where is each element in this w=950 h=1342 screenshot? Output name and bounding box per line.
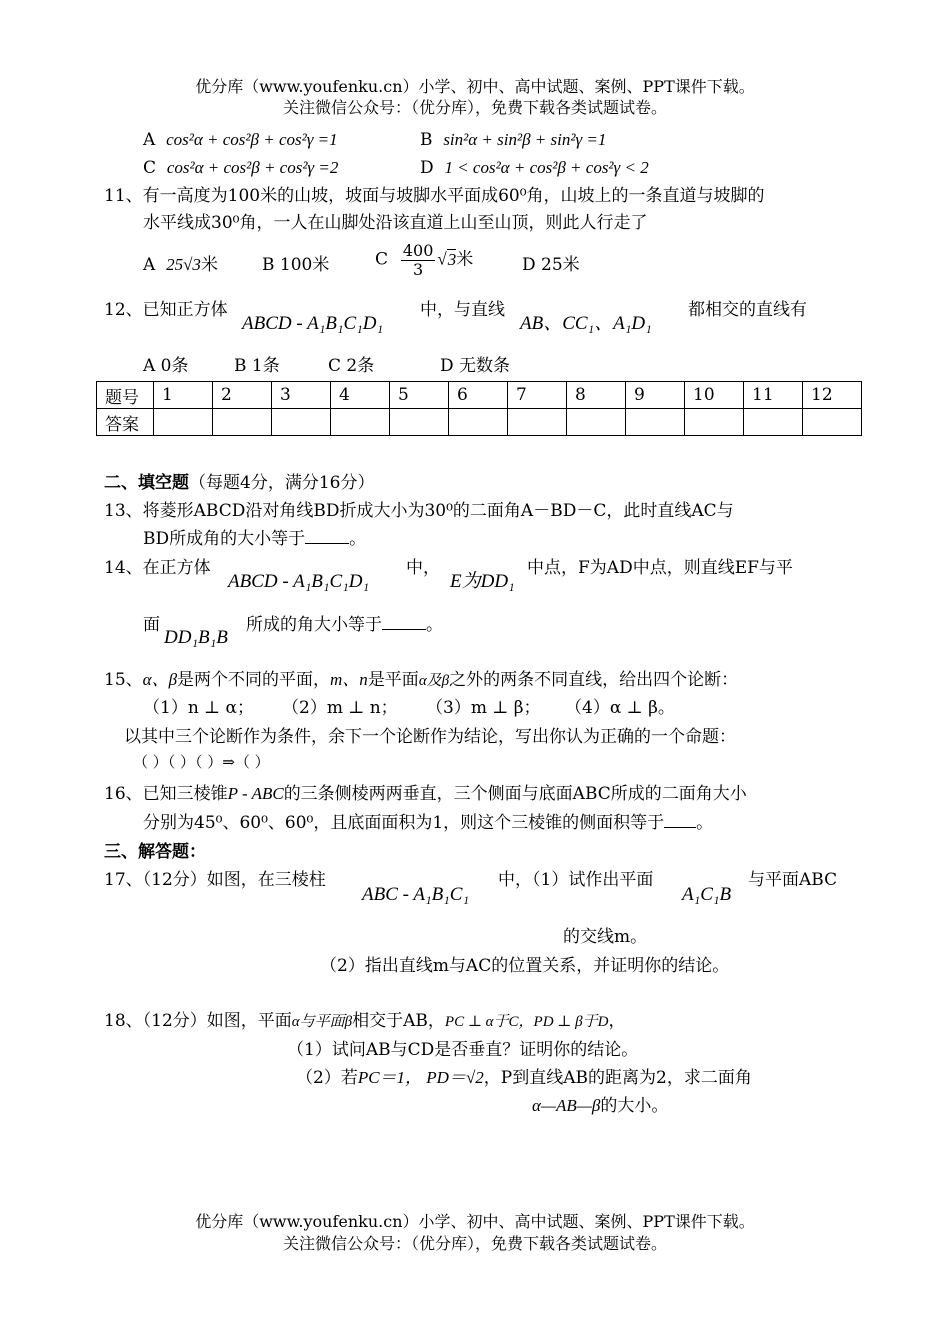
q11-option-b: B 100米	[262, 255, 330, 275]
question-number: 2	[213, 382, 272, 409]
question-number: 6	[449, 382, 508, 409]
answer-cell[interactable]	[272, 409, 331, 436]
header-line-2: 关注微信公众号：（优分库），免费下载各类试题试卷。	[282, 98, 667, 117]
q14-plane: DD₁B₁B	[164, 627, 228, 648]
q17-plane: A₁C₁B	[682, 884, 732, 905]
answer-cell[interactable]	[626, 409, 685, 436]
q15-item-1: （1）n ⊥ α；	[143, 698, 255, 718]
answer-table-header-row	[97, 382, 862, 409]
footer-line-2: 关注微信公众号：（优分库），免费下载各类试题试卷。	[282, 1234, 667, 1253]
answer-cell[interactable]	[567, 409, 626, 436]
q17-line-3: （2）指出直线m与AC的位置关系，并证明你的结论。	[320, 956, 730, 976]
answer-cell[interactable]	[154, 409, 213, 436]
q16-line-2: 分别为45⁰、60⁰、60⁰，且底面面积为1，则这个三棱锥的侧面积等于 。	[143, 813, 714, 833]
footer-line-1: 优分库（www.youfenku.cn）小学、初中、高中试题、案例、PPT课件下载。	[195, 1212, 755, 1231]
q15-item-2: （2）m ⊥ n；	[282, 698, 398, 718]
q13-line-2: BD所成角的大小等于 。	[143, 529, 367, 549]
q14-line2-suffix: 所成的角大小等于 。	[246, 615, 443, 635]
q14-point-e: E为DD₁	[450, 571, 515, 592]
q17-prefix: 17、（12分）如图，在三棱柱	[104, 870, 326, 890]
q17-line-2: 的交线m。	[563, 927, 648, 947]
q12-cube: ABCD - A₁B₁C₁D₁	[242, 313, 384, 334]
q10-option-d: D 1 < cos²α + cos²β + cos²γ < 2	[420, 158, 649, 178]
question-number: 12	[803, 382, 862, 409]
q18-line-2: （1）试问AB与CD是否垂直？证明你的结论。	[287, 1040, 639, 1060]
answer-cell[interactable]	[390, 409, 449, 436]
q11-option-a: A 25√3米	[143, 255, 218, 275]
q12-option-b: B 1条	[234, 356, 280, 376]
q14-prefix: 14、在正方体	[104, 558, 211, 578]
question-number: 11	[744, 382, 803, 409]
q15-line-1: 15、α、β是两个不同的平面，m、n是平面α及β之外的两条不同直线，给出四个论断：	[104, 670, 739, 690]
answer-cell[interactable]	[213, 409, 272, 436]
q15-item-3: （3）m ⊥ β；	[426, 698, 541, 718]
question-number: 10	[685, 382, 744, 409]
header-line-1: 优分库（www.youfenku.cn）小学、初中、高中试题、案例、PPT课件下载。	[195, 77, 755, 96]
q11-line-2: 水平线成30⁰角，一人在山脚处沿该直道上山至山顶，则此人行走了	[143, 213, 648, 233]
answer-cell[interactable]	[331, 409, 390, 436]
answer-table-answer-row	[97, 409, 862, 436]
q11-line-1: 11、有一高度为100米的山坡，坡面与坡脚水平面成60⁰角，山坡上的一条直道与坡脚的	[104, 186, 765, 206]
q14-mid: 中，	[406, 558, 440, 578]
question-number-label: 题号	[97, 382, 154, 409]
question-number: 1	[154, 382, 213, 409]
answer-cell[interactable]	[449, 409, 508, 436]
section-2-heading: 二、填空题（每题4分，满分16分）	[104, 473, 375, 493]
q17-suffix: 与平面ABC	[748, 870, 838, 890]
q11-option-d: D 25米	[522, 255, 580, 275]
q10-option-c: C cos²α + cos²β + cos²γ =2	[143, 158, 339, 178]
q12-lines: AB、CC₁、A₁D₁	[520, 313, 652, 334]
q12-suffix: 都相交的直线有	[688, 300, 807, 320]
question-number: 3	[272, 382, 331, 409]
answer-table	[96, 381, 862, 436]
q14-suffix: 中点，F为AD中点，则直线EF与平	[527, 558, 793, 578]
q15-line-3: 以其中三个论断作为条件，余下一个论断作为结论，写出你认为正确的一个命题：	[124, 727, 736, 747]
q14-cube: ABCD - A₁B₁C₁D₁	[228, 571, 370, 592]
section-3-heading: 三、解答题：	[104, 842, 206, 862]
q10-option-a: A cos²α + cos²β + cos²γ =1	[143, 130, 338, 150]
question-number: 5	[390, 382, 449, 409]
q15-item-4: （4）α ⊥ β。	[565, 698, 675, 718]
answer-cell[interactable]	[685, 409, 744, 436]
q14-line2-prefix: 面	[143, 615, 160, 635]
q17-prism: ABC - A₁B₁C₁	[362, 884, 470, 905]
q15-answer-template: （ ）（ ）（ ）⇒（ ）	[133, 753, 270, 771]
answer-cell[interactable]	[508, 409, 567, 436]
question-number: 4	[331, 382, 390, 409]
answer-cell[interactable]	[803, 409, 862, 436]
q13-line-1: 13、将菱形ABCD沿对角线BD折成大小为30⁰的二面角A－BD－C，此时直线AC与	[104, 501, 734, 521]
q11-option-c: C $\frac{400}{3}$ √3米	[375, 241, 474, 279]
q10-option-b: B sin²α + sin²β + sin²γ =1	[420, 130, 607, 150]
q18-line-3: （2）若PC＝1， PD＝√2，P到直线AB的距离为2，求二面角	[296, 1068, 752, 1088]
answer-label: 答案	[97, 409, 154, 436]
question-number: 7	[508, 382, 567, 409]
q18-line-1: 18、（12分）如图，平面α与平面β相交于AB，PC ⊥ α于C，PD ⊥ β于D，	[104, 1011, 626, 1031]
q12-mid: 中，与直线	[420, 300, 505, 320]
q12-option-a: A 0条	[143, 356, 189, 376]
q17-mid: 中，（1）试作出平面	[498, 870, 654, 890]
q11-fraction: $\frac{400}{3}$	[402, 241, 434, 279]
question-number: 8	[567, 382, 626, 409]
q12-option-d: D 无数条	[440, 356, 511, 376]
q16-line-1: 16、已知三棱锥P - ABC的三条侧棱两两垂直，三个侧面与底面ABC所成的二面角大小	[104, 784, 747, 804]
answer-cell[interactable]	[744, 409, 803, 436]
q18-line-4: α—AB—β的大小。	[532, 1096, 669, 1116]
q12-prefix: 12、已知正方体	[104, 300, 228, 320]
q12-option-c: C 2条	[328, 356, 375, 376]
question-number: 9	[626, 382, 685, 409]
